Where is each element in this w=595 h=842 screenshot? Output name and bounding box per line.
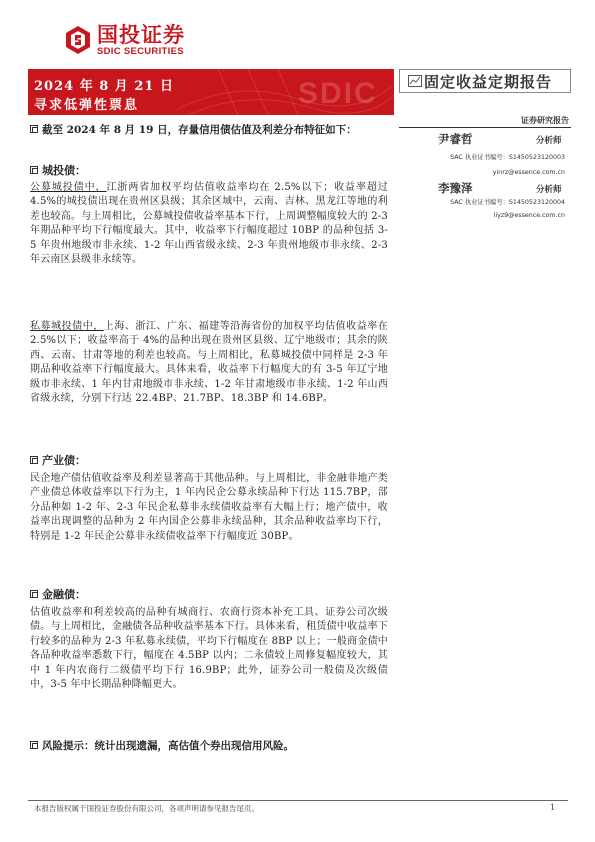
report-title: 寻求低弹性票息 [34,98,140,113]
analyst-2-role: 分析师 [536,185,562,195]
section-heading-financial: 金融债： [30,586,86,602]
bullet-square-icon [30,166,38,174]
footer-disclaimer: 本报告版权属于国投证券股份有限公司，各项声明请参见报告尾页。 [34,804,259,813]
report-date: 2024 年 8 月 21 日 [34,79,174,94]
bullet-square-icon [30,741,38,749]
analyst-1-sac: SAC 执业证书编号：S1450523120003 [450,154,565,161]
summary-text: 截至 2024 年 8 月 19 日，存量信用债估值及利差分布特征如下： [42,124,357,136]
chart-line-icon [408,75,422,87]
paragraph-private-chengtou [30,320,388,406]
analyst-2-sac: SAC 执业证书编号：S1450523120004 [450,199,565,206]
paragraph-public-chengtou [30,181,388,267]
page-number: 1 [550,803,556,812]
bullet-square-icon [30,590,38,598]
section-heading-chengtou: 城投债： [30,162,86,178]
bullet-square-icon [30,456,38,464]
paragraph-body: 民企地产债估值收益率及利差显著高于其他品种。与上周相比，非金融非地产类产业债总体收益率以下行为主，1 年内民企公募永续品种下行达 115.7BP，部分品种如 1-2 年、2-3 年民企私募非永续债收益率有大幅上行；地产债中，收益率出现调整的品种为 2 年内国企公募非永续品种，其余品种收益率均下行，特别是 1-2 年民企公募非永续债收益率下行幅度近 30BP。 [30,473,388,542]
footer-divider [28,800,568,801]
bullet-square-icon [30,125,38,133]
summary-line [30,122,400,137]
report-type: 固定收益定期报告 [424,72,553,91]
risk-warning: 风险提示：统计出现遗漏，高估值个券出现信用风险。 [30,738,294,753]
title-banner [28,69,394,115]
paragraph-lead: 私募城投债中， [30,321,104,332]
analyst-1-name: 尹睿哲 [438,132,473,146]
logo-name-en: SDIC SECURITIES [97,45,184,57]
analyst-1-email[interactable]: yinrz@essence.com.cn [492,169,565,176]
banner-watermark: SDIC [298,77,378,110]
company-logo [63,20,185,60]
paragraph-body: 江浙两省加权平均估值收益率均在 2.5%以下；收益率超过 4.5%的城投债出现在贵州区县级；其余区域中，云南、吉林、黑龙江等地的利差也较高。与上周相比，公募城投债收益率基本下行，上周调整幅度较大的 2-3 年期品种平均下行幅度最大。其中，收益率下行幅度超过 10BP 的品种包括 3-5 年贵州地级市非永续、1-2 年山西省级永续、2-3 年贵州地级市非永续、2-3 年云南区县级非永续等。 [30,182,388,266]
report-type-box [399,69,571,93]
header-divider [399,127,571,128]
section-heading-industry: 产业债： [30,452,86,468]
report-subtype: 证券研究报告 [521,115,569,125]
paragraph-lead: 公募城投债中， [30,182,107,193]
paragraph-industry [30,472,388,544]
paragraph-body: 估值收益率和利差较高的品种有城商行、农商行资本补充工具、证券公司次级债。与上周相比，金融债各品种收益率基本下行。具体来看，租赁债中收益率下行较多的品种为 2-3 年私募永续债，平均下行幅度在 8BP 以上；一般商金债中各品种收益率悉数下行，幅度在 4.5BP 以内；二永债较上周修复幅度较大，其中 1 年内农商行二级债平均下行 16.9BP；此外，证券公司一般债及次级债中，3-5 年中长期品种降幅更大。 [30,607,388,691]
analyst-2-email[interactable]: liyz9@essence.com.cn [493,212,565,219]
paragraph-body: 上海、浙江、广东、福建等沿海省份的加权平均估值收益率在 2.5%以下；收益率高于 4%的品种出现在贵州区县级、辽宁地级市；其余的陕西、云南、甘肃等地的利差也较高。与上周相比，私募城投债中同样是 2-3 年期品种收益率下行幅度最大。具体来看，收益率下行幅度大的有 3-5 年辽宁地级市非永续、1 年内甘肃地级市非永续、1-2 年甘肃地级市非永续、1-2 年山西省级永续，分别下行达 22.4BP、21.7BP、18.3BP 和 14.6BP。 [30,321,388,405]
sdic-logo-icon [63,25,93,55]
logo-name-cn: 国投证券 [97,22,185,47]
analyst-2-name: 李豫泽 [438,181,473,195]
paragraph-financial [30,606,388,692]
analyst-1-role: 分析师 [536,136,562,146]
